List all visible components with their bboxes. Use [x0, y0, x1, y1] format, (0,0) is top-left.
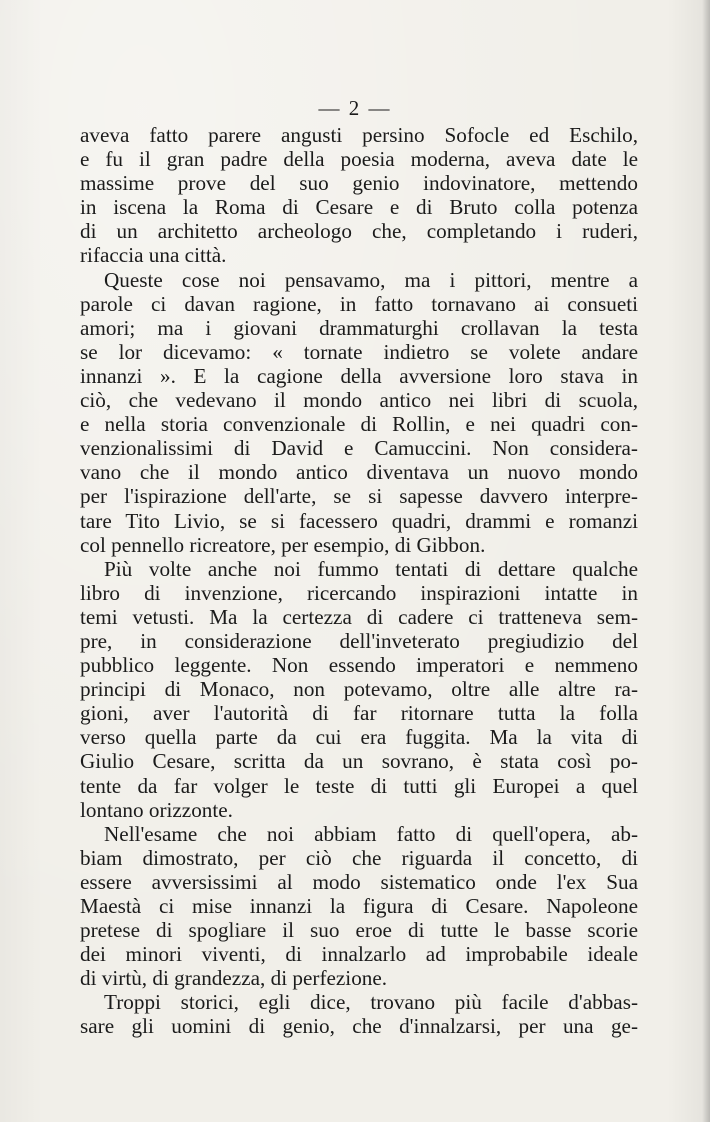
text-line: libro di invenzione, ricercando inspirazioni intatte in: [80, 580, 638, 605]
text-line: Giulio Cesare, scritta da un sovrano, è stata così po-: [80, 749, 638, 774]
text-line: per l'ispirazione dell'arte, se si sapesse davvero interpre-: [80, 484, 638, 509]
text-line: tente da far volger le teste di tutti gli Europei a quel: [80, 773, 638, 798]
text-line: principi di Monaco, non potevamo, oltre alle altre ra-: [80, 677, 638, 702]
text-line: e nella storia convenzionale di Rollin, e nei quadri con-: [80, 412, 638, 437]
text-line: biam dimostrato, per ciò che riguarda il concetto, di: [80, 845, 638, 870]
text-line: Troppi storici, egli dice, trovano più facile d'abbas-: [104, 990, 638, 1015]
text-line: innanzi ». E la cagione della avversione loro stava in: [80, 363, 638, 388]
text-line: essere avversissimi al modo sistematico onde l'ex Sua: [80, 869, 638, 894]
body-text: [80, 123, 638, 1039]
text-line: temi vetusti. Ma la certezza di cadere ci tratteneva sem-: [80, 604, 638, 629]
text-line: rifaccia una città.: [80, 243, 227, 268]
text-line: verso quella parte da cui era fuggita. Ma la vita di: [80, 725, 638, 750]
text-line: Più volte anche noi fummo tentati di dettare qualche: [104, 556, 638, 581]
text-line: massime prove del suo genio indovinatore, mettendo: [80, 171, 638, 196]
text-line: tare Tito Livio, se si facessero quadri, drammi e romanzi: [80, 508, 638, 533]
text-line: vano che il mondo antico diventava un nuovo mondo: [80, 460, 638, 485]
text-line: in iscena la Roma di Cesare e di Bruto colla potenza: [80, 195, 638, 220]
text-line: dei minori viventi, di innalzarlo ad improbabile ideale: [80, 942, 638, 967]
text-line: venzionalissimi di David e Camuccini. Non considera-: [80, 436, 638, 461]
text-line: e fu il gran padre della poesia moderna, aveva date le: [80, 147, 638, 172]
text-line: pretese di spogliare il suo eroe di tutte le basse scorie: [80, 918, 638, 943]
text-line: pre, in considerazione dell'inveterato pregiudizio del: [80, 628, 638, 653]
page-edge-shadow: [702, 0, 710, 1122]
text-line: gioni, aver l'autorità di far ritornare tutta la folla: [80, 701, 638, 726]
text-line: Maestà ci mise innanzi la figura di Cesare. Napoleone: [80, 894, 638, 918]
text-line: col pennello ricreatore, per esempio, di Gibbon.: [80, 532, 486, 557]
text-line: aveva fatto parere angusti persino Sofocle ed Eschilo,: [80, 123, 638, 147]
text-line: parole ci davan ragione, in fatto tornavano ai consueti: [80, 291, 638, 316]
text-line: Nell'esame che noi abbiam fatto di quell'opera, ab-: [104, 821, 638, 846]
text-line: di virtù, di grandezza, di perfezione.: [80, 966, 388, 991]
text-line: se lor dicevamo: « tornate indietro se volete andare: [80, 339, 638, 364]
text-line: amori; ma i giovani drammaturghi crollavan la testa: [80, 315, 638, 340]
text-line: ciò, che vedevano il mondo antico nei libri di scuola,: [80, 388, 638, 413]
text-line: lontano orizzonte.: [80, 797, 233, 822]
text-line: Queste cose noi pensavamo, ma i pittori, mentre a: [104, 267, 638, 292]
text-line: sare gli uomini di genio, che d'innalzarsi, per una ge-: [80, 1014, 638, 1039]
page-number: — 2 —: [318, 96, 392, 120]
text-line: pubblico leggente. Non essendo imperatori e nemmeno: [80, 653, 638, 678]
text-line: di un architetto archeologo che, completando i ruderi,: [80, 219, 638, 244]
